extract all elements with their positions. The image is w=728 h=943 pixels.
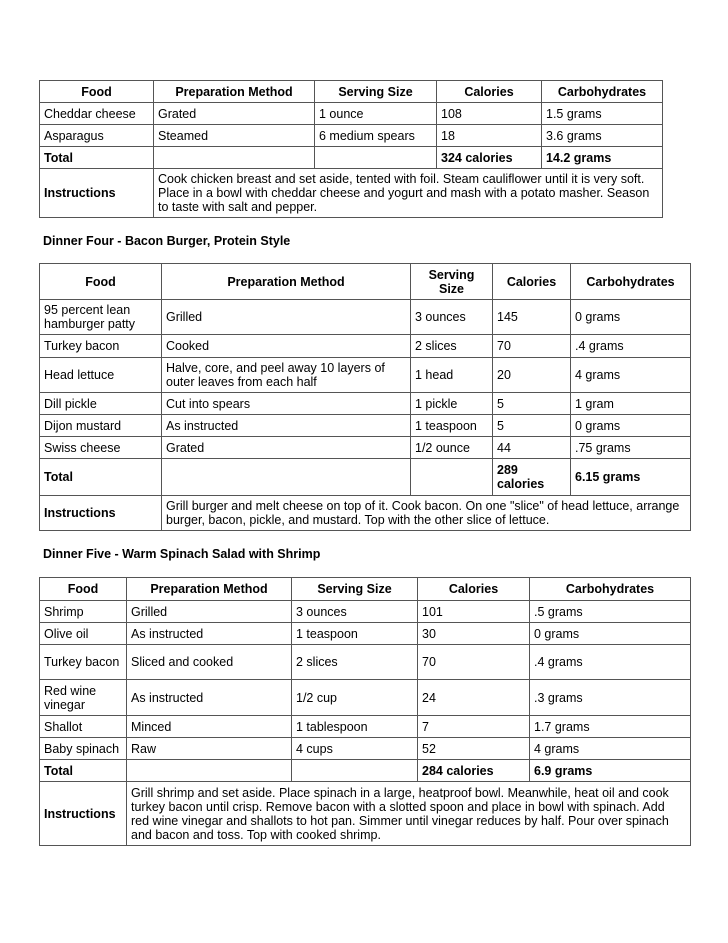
- table-row: [40, 125, 663, 147]
- cell-carbs: 0 grams: [571, 415, 691, 437]
- empty-cell: [292, 760, 418, 782]
- table-row: [40, 716, 691, 738]
- header-preparation: Preparation Method: [127, 578, 292, 601]
- cell-carbs: 1.5 grams: [542, 103, 663, 125]
- cell-food: Turkey bacon: [40, 335, 162, 358]
- table-row: [40, 358, 691, 393]
- table-row: [40, 680, 691, 716]
- cell-carbs: 1.7 grams: [530, 716, 691, 738]
- cell-food: Shrimp: [40, 601, 127, 623]
- cell-food: Cheddar cheese: [40, 103, 154, 125]
- cell-calories: 5: [493, 393, 571, 415]
- empty-cell: [411, 459, 493, 496]
- cell-food: Turkey bacon: [40, 645, 127, 680]
- cell-carbs: .4 grams: [530, 645, 691, 680]
- cell-food: Asparagus: [40, 125, 154, 147]
- cell-preparation: As instructed: [127, 623, 292, 645]
- cell-preparation: Steamed: [154, 125, 315, 147]
- cell-serving: 1 teaspoon: [292, 623, 418, 645]
- cell-calories: 70: [418, 645, 530, 680]
- cell-preparation: Grated: [162, 437, 411, 459]
- header-carbs: Carbohydrates: [542, 81, 663, 103]
- header-serving: Serving Size: [411, 264, 493, 300]
- cell-calories: 5: [493, 415, 571, 437]
- cell-food: Head lettuce: [40, 358, 162, 393]
- cell-calories: 44: [493, 437, 571, 459]
- cell-carbs: .4 grams: [571, 335, 691, 358]
- cell-preparation: As instructed: [127, 680, 292, 716]
- cell-serving: 1/2 cup: [292, 680, 418, 716]
- cell-calories: 108: [437, 103, 542, 125]
- total-carbs: 6.15 grams: [571, 459, 691, 496]
- cell-food: Dill pickle: [40, 393, 162, 415]
- cell-carbs: .5 grams: [530, 601, 691, 623]
- table-row: [40, 335, 691, 358]
- cell-food: Shallot: [40, 716, 127, 738]
- cell-carbs: 0 grams: [530, 623, 691, 645]
- instructions-row: [40, 496, 691, 531]
- cell-serving: 1 pickle: [411, 393, 493, 415]
- cell-calories: 7: [418, 716, 530, 738]
- table-header-row: [40, 81, 663, 103]
- table-row: [40, 738, 691, 760]
- cell-preparation: Halve, core, and peel away 10 layers of outer leaves from each half: [162, 358, 411, 393]
- table-header-row: [40, 264, 691, 300]
- cell-serving: 1 head: [411, 358, 493, 393]
- cell-serving: 2 slices: [292, 645, 418, 680]
- total-label: Total: [40, 147, 154, 169]
- empty-cell: [154, 147, 315, 169]
- cell-food: Red wine vinegar: [40, 680, 127, 716]
- cell-preparation: Grilled: [127, 601, 292, 623]
- instructions-label: Instructions: [40, 169, 154, 218]
- cell-serving: 1/2 ounce: [411, 437, 493, 459]
- cell-carbs: 4 grams: [571, 358, 691, 393]
- cell-serving: 1 ounce: [315, 103, 437, 125]
- meal-table-dinner-five: [39, 577, 691, 846]
- cell-calories: 145: [493, 300, 571, 335]
- cell-carbs: 0 grams: [571, 300, 691, 335]
- meal-table-1: [39, 80, 663, 218]
- table-row: [40, 623, 691, 645]
- table-row: [40, 103, 663, 125]
- table-header-row: [40, 578, 691, 601]
- instructions-text: Grill burger and melt cheese on top of it. Cook bacon. On one "slice" of head lettuce, arrange burger, bacon, pickle, and mustard. Top with the other slice of lettuce.: [162, 496, 691, 531]
- cell-food: Olive oil: [40, 623, 127, 645]
- cell-food: Swiss cheese: [40, 437, 162, 459]
- cell-food: Baby spinach: [40, 738, 127, 760]
- header-food: Food: [40, 578, 127, 601]
- table-row: [40, 300, 691, 335]
- cell-serving: 1 teaspoon: [411, 415, 493, 437]
- section-title: Dinner Four - Bacon Burger, Protein Style: [43, 234, 291, 248]
- cell-carbs: 3.6 grams: [542, 125, 663, 147]
- cell-calories: 70: [493, 335, 571, 358]
- cell-serving: 6 medium spears: [315, 125, 437, 147]
- cell-serving: 2 slices: [411, 335, 493, 358]
- empty-cell: [127, 760, 292, 782]
- cell-calories: 24: [418, 680, 530, 716]
- cell-calories: 101: [418, 601, 530, 623]
- instructions-label: Instructions: [40, 782, 127, 846]
- cell-calories: 30: [418, 623, 530, 645]
- table-row: [40, 393, 691, 415]
- cell-preparation: Cooked: [162, 335, 411, 358]
- instructions-row: [40, 782, 691, 846]
- cell-calories: 52: [418, 738, 530, 760]
- cell-preparation: Grilled: [162, 300, 411, 335]
- cell-carbs: 1 gram: [571, 393, 691, 415]
- header-food: Food: [40, 81, 154, 103]
- cell-preparation: As instructed: [162, 415, 411, 437]
- header-serving: Serving Size: [315, 81, 437, 103]
- cell-preparation: Grated: [154, 103, 315, 125]
- cell-serving: 4 cups: [292, 738, 418, 760]
- total-calories: 324 calories: [437, 147, 542, 169]
- header-preparation: Preparation Method: [154, 81, 315, 103]
- header-calories: Calories: [418, 578, 530, 601]
- meal-table-dinner-four: [39, 263, 691, 531]
- cell-carbs: .75 grams: [571, 437, 691, 459]
- total-row: [40, 147, 663, 169]
- cell-food: 95 percent lean hamburger patty: [40, 300, 162, 335]
- total-calories: 284 calories: [418, 760, 530, 782]
- cell-preparation: Sliced and cooked: [127, 645, 292, 680]
- total-label: Total: [40, 459, 162, 496]
- cell-preparation: Raw: [127, 738, 292, 760]
- cell-preparation: Cut into spears: [162, 393, 411, 415]
- cell-calories: 20: [493, 358, 571, 393]
- instructions-text: Grill shrimp and set aside. Place spinach in a large, heatproof bowl. Meanwhile, heat oil and cook turkey bacon until crisp. Remove bacon with a slotted spoon and place in bowl with spinach. Add red wine vinegar and shallots to hot pan. Simmer until vinegar reduces by half. Pour over spinach and bacon and toss. Top with cooked shrimp.: [127, 782, 691, 846]
- header-calories: Calories: [437, 81, 542, 103]
- cell-serving: 3 ounces: [411, 300, 493, 335]
- section-title: Dinner Five - Warm Spinach Salad with Shrimp: [43, 547, 321, 561]
- cell-food: Dijon mustard: [40, 415, 162, 437]
- total-carbs: 14.2 grams: [542, 147, 663, 169]
- table-row: [40, 601, 691, 623]
- header-food: Food: [40, 264, 162, 300]
- cell-serving: 1 tablespoon: [292, 716, 418, 738]
- empty-cell: [162, 459, 411, 496]
- total-row: [40, 459, 691, 496]
- header-preparation: Preparation Method: [162, 264, 411, 300]
- cell-preparation: Minced: [127, 716, 292, 738]
- instructions-row: [40, 169, 663, 218]
- instructions-text: Cook chicken breast and set aside, tented with foil. Steam cauliflower until it is very soft. Place in a bowl with cheddar cheese and yogurt and mash with a potato masher. Season to taste with salt and pepper.: [154, 169, 663, 218]
- header-carbs: Carbohydrates: [530, 578, 691, 601]
- header-carbs: Carbohydrates: [571, 264, 691, 300]
- table-row: [40, 437, 691, 459]
- total-label: Total: [40, 760, 127, 782]
- total-calories: 289 calories: [493, 459, 571, 496]
- cell-carbs: 4 grams: [530, 738, 691, 760]
- header-calories: Calories: [493, 264, 571, 300]
- cell-carbs: .3 grams: [530, 680, 691, 716]
- cell-serving: 3 ounces: [292, 601, 418, 623]
- table-row: [40, 645, 691, 680]
- cell-calories: 18: [437, 125, 542, 147]
- table-row: [40, 415, 691, 437]
- header-serving: Serving Size: [292, 578, 418, 601]
- empty-cell: [315, 147, 437, 169]
- instructions-label: Instructions: [40, 496, 162, 531]
- total-row: [40, 760, 691, 782]
- total-carbs: 6.9 grams: [530, 760, 691, 782]
